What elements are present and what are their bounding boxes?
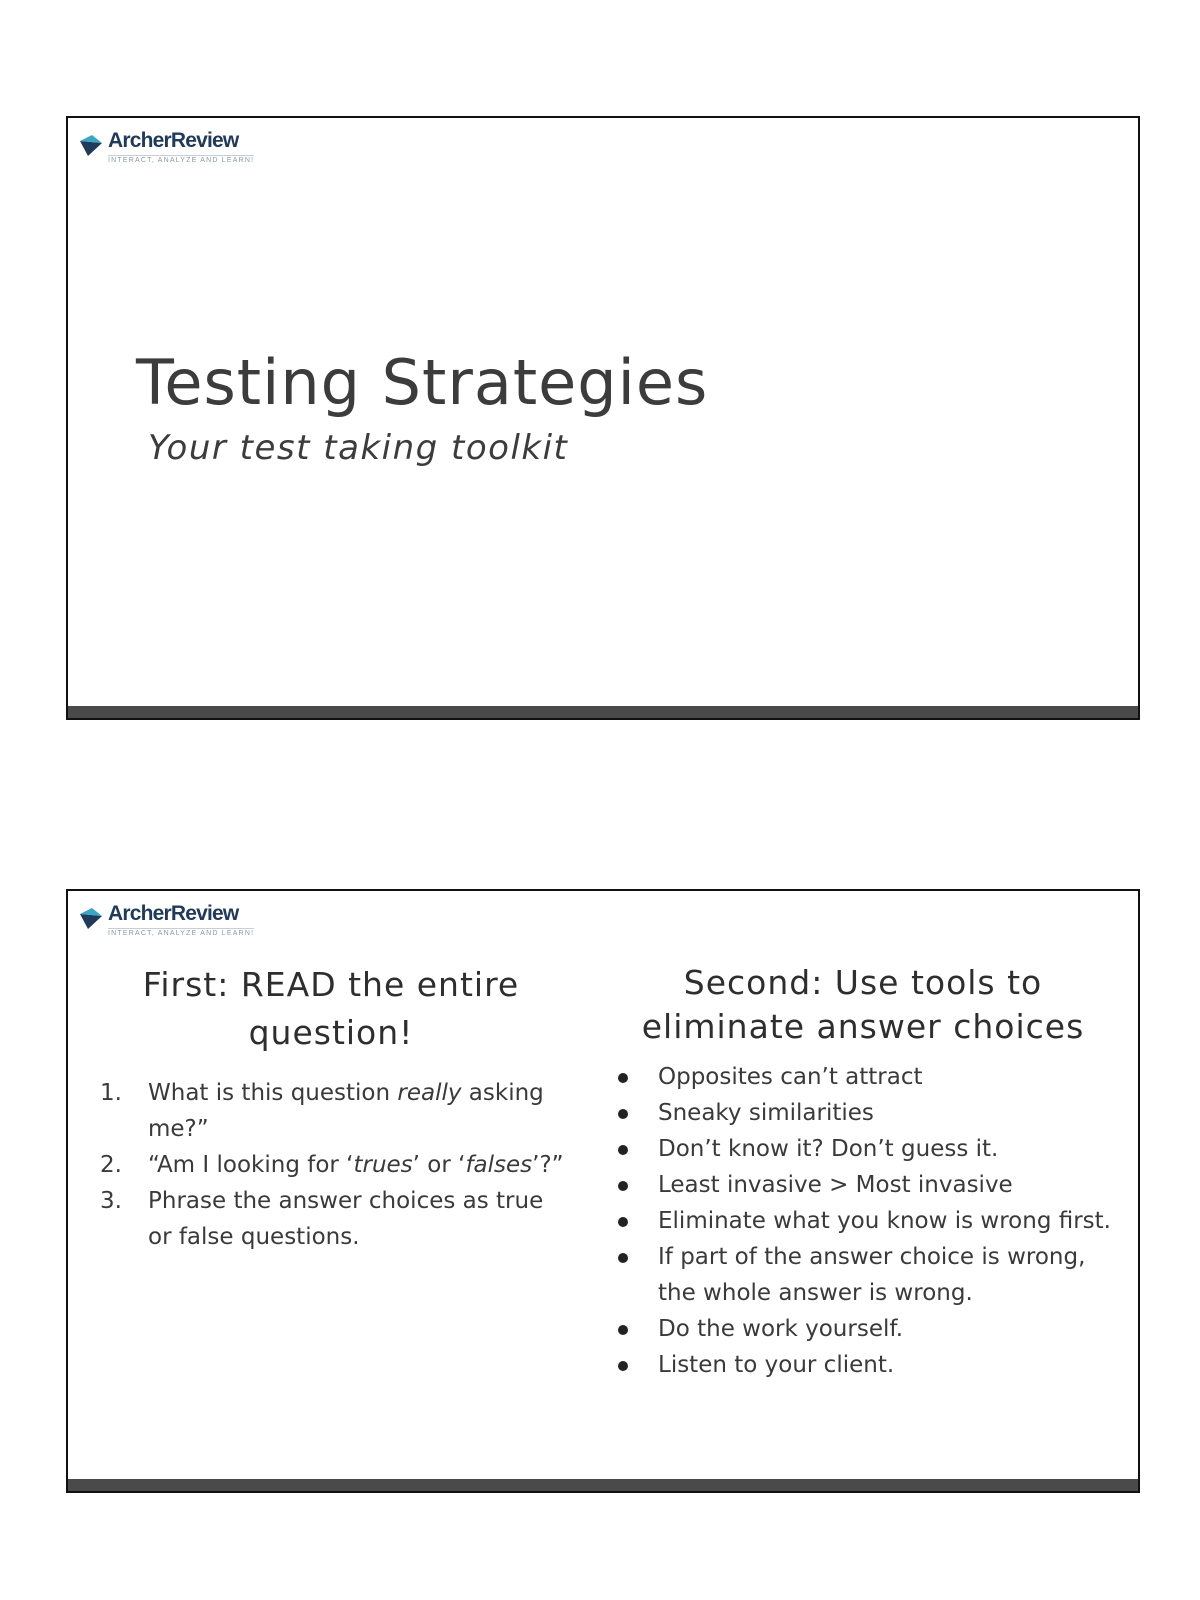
- item-text: Phrase the answer choices as true or false questions.: [148, 1188, 544, 1250]
- list-item: [613, 1167, 1113, 1203]
- bullet-icon: [618, 1073, 628, 1083]
- item-number: 3.: [100, 1188, 122, 1214]
- bullet-icon: [618, 1109, 628, 1119]
- item-text: Do the work yourself.: [658, 1316, 904, 1342]
- list-item: [613, 1239, 1113, 1311]
- read-question-heading: First: READ the entire question!: [142, 965, 520, 1052]
- list-item: [613, 1131, 1113, 1167]
- bullet-icon: [618, 1361, 628, 1371]
- item-text: If part of the answer choice is wrong, the whole answer is wrong.: [658, 1244, 1086, 1306]
- logo-name: ArcherReview: [108, 129, 239, 152]
- slide-footer-bar: [68, 706, 1138, 718]
- item-text: Opposites can’t attract: [658, 1064, 923, 1090]
- item-text-part: asking me?”: [148, 1080, 544, 1142]
- bullet-icon: [618, 1145, 628, 1155]
- bullet-icon: [618, 1181, 628, 1191]
- item-text: Least invasive > Most invasive: [658, 1172, 1013, 1198]
- bullet-icon: [618, 1325, 628, 1335]
- archer-review-logo: [78, 126, 255, 168]
- bullet-icon: [618, 1253, 628, 1263]
- eliminate-choices-heading: Second: Use tools to eliminate answer choices: [641, 963, 1085, 1046]
- list-item: [613, 1311, 1113, 1347]
- read-question-column: [96, 961, 566, 1255]
- list-item: [613, 1095, 1113, 1131]
- list-item: [96, 1183, 566, 1255]
- slide-title: Testing Strategies: [136, 346, 709, 419]
- list-item: [96, 1147, 566, 1183]
- title-slide: [66, 116, 1140, 720]
- item-text: Eliminate what you know is wrong first.: [658, 1208, 1111, 1234]
- item-emphasis: really: [397, 1080, 462, 1106]
- item-text-part: ’?”: [532, 1152, 564, 1178]
- bullet-icon: [618, 1217, 628, 1227]
- item-emphasis: trues: [353, 1152, 413, 1178]
- arrow-logo-icon: [78, 905, 104, 931]
- list-item: [613, 1203, 1113, 1239]
- item-number: 1.: [100, 1080, 122, 1106]
- item-text-part: What is this question: [148, 1080, 398, 1106]
- read-question-list: [96, 1075, 566, 1255]
- item-text-part: “Am I looking for ‘: [148, 1152, 354, 1178]
- archer-review-logo: [78, 899, 255, 941]
- list-item: [613, 1059, 1113, 1095]
- item-text: Listen to your client.: [658, 1352, 895, 1378]
- logo-tagline: INTERACT, ANALYZE AND LEARN!: [108, 930, 255, 937]
- item-number: 2.: [100, 1152, 122, 1178]
- item-emphasis: falses: [465, 1152, 533, 1178]
- item-text-part: ’ or ‘: [412, 1152, 466, 1178]
- list-item: [613, 1347, 1113, 1383]
- eliminate-choices-list: [613, 1059, 1113, 1383]
- arrow-logo-icon: [78, 132, 104, 158]
- strategies-slide: [66, 889, 1140, 1493]
- logo-name: ArcherReview: [108, 902, 239, 925]
- logo-tagline: INTERACT, ANALYZE AND LEARN!: [108, 157, 255, 164]
- eliminate-choices-column: [613, 961, 1113, 1383]
- slide-subtitle: Your test taking toolkit: [148, 428, 569, 468]
- list-item: [96, 1075, 566, 1147]
- slide-footer-bar: [68, 1479, 1138, 1491]
- item-text: Don’t know it? Don’t guess it.: [658, 1136, 999, 1162]
- item-text: Sneaky similarities: [658, 1100, 874, 1126]
